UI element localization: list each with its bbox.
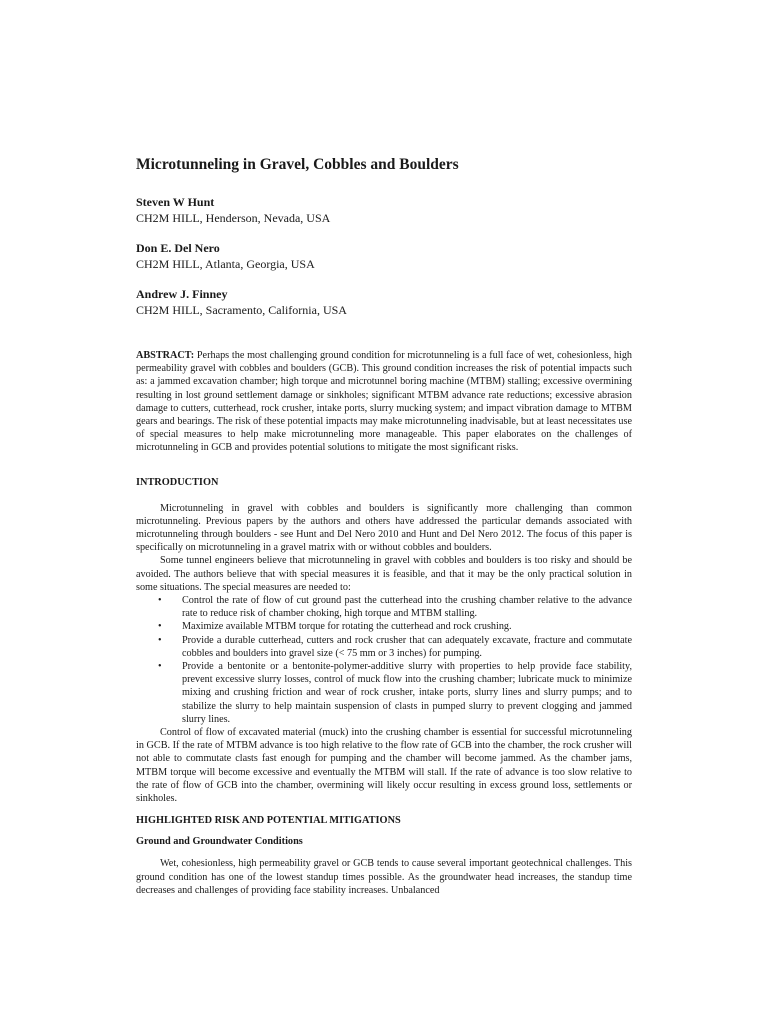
bullet-list <box>136 594 632 726</box>
body-paragraph: Control of flow of excavated material (muck) into the crushing chamber is essential for successful microtunneling in GCB. If the rate of MTBM advance is too high relative to the flow rate of GCB into the chamber, the rock crusher will not able to commutate clasts fast enough for pumping and the chamber will become jammed. As the chamber jams, MTBM torque will become excessive and eventually the MTBM will stall. If the rate of advance is too slow relative to the rate of flow of GCB into the chamber, overmining will likely occur resulting in excess ground loss, settlements or sinkholes. <box>136 727 632 805</box>
bullet-dot-icon: • <box>158 595 162 607</box>
bullet-dot-icon: • <box>158 621 162 633</box>
author-block <box>136 194 632 227</box>
bullet-text: Provide a durable cutterhead, cutters and rock crusher that can adequately excavate, fracture and commutate cobbles and boulders into gravel size (< 75 mm or 3 inches) for pumping. <box>182 634 632 659</box>
author-affiliation: CH2M HILL, Sacramento, California, USA <box>136 303 347 317</box>
author-block <box>136 240 632 273</box>
body-paragraph: Some tunnel engineers believe that microtunneling in gravel with cobbles and boulders is too risky and should be avoided. The authors believe that with special measures it is feasible, and that it may be the only practical solution in some situations. The special measures are needed to: <box>136 555 632 593</box>
section-heading-risk: HIGHLIGHTED RISK AND POTENTIAL MITIGATIONS <box>136 815 401 827</box>
subsection-heading-ground: Ground and Groundwater Conditions <box>136 836 303 848</box>
author-block <box>136 286 632 319</box>
body-paragraph: Microtunneling in gravel with cobbles and boulders is significantly more challenging than common microtunneling. Previous papers by the authors and others have addressed the particular demands associated with microtunneling through boulders - see Hunt and Del Nero 2010 and Hunt and Del Nero 2012. The focus of this paper is specifically on microtunneling in a gravel matrix with or without cobbles and boulders. <box>136 502 632 554</box>
author-affiliation: CH2M HILL, Atlanta, Georgia, USA <box>136 257 315 271</box>
abstract <box>136 349 632 455</box>
body-paragraph: Wet, cohesionless, high permeability gravel or GCB tends to cause several important geotechnical challenges. This ground condition has one of the lowest standup times possible. As the groundwater head increases, the standup time decreases and challenges of providing face stability increases. Unbalanced <box>136 858 632 896</box>
paper-title: Microtunneling in Gravel, Cobbles and Boulders <box>136 156 459 173</box>
author-name: Andrew J. Finney <box>136 287 228 301</box>
bullet-dot-icon: • <box>158 661 162 673</box>
bullet-item <box>138 634 632 660</box>
bullet-item <box>138 594 632 620</box>
abstract-text: Perhaps the most challenging ground condition for microtunneling is a full face of wet, cohesionless, high permeability gravel with cobbles and boulders (GCB). This ground condition increases the risk of potential impacts such as: a jammed excavation chamber; high torque and microtunnel boring machine (MTBM) stalling; excessive overmining resulting in lost ground settlement damage or sinkholes; significant MTBM advance rate reductions; excessive abrasion damage to cutters, cutterhead, rock crusher, intake ports, slurry mucking system; and impact vibration damage to MTBM gears and bearings. The risk of these potential impacts may make microtunneling inadvisable, but at least necessitates use of special measures to help make microtunneling more manageable. This paper elaborates on the challenges of microtunneling in GCB and provides potential solutions to mitigate the most significant risks. <box>136 350 633 454</box>
bullet-item <box>138 660 632 726</box>
bullet-text: Maximize available MTBM torque for rotating the cutterhead and rock crushing. <box>182 621 512 633</box>
bullet-item <box>138 620 632 633</box>
author-name: Don E. Del Nero <box>136 241 220 255</box>
bullet-dot-icon: • <box>158 634 162 646</box>
section-heading-introduction: INTRODUCTION <box>136 476 219 488</box>
author-name: Steven W Hunt <box>136 195 215 209</box>
abstract-label: ABSTRACT: <box>136 350 195 361</box>
bullet-text: Provide a bentonite or a bentonite-polymer-additive slurry with properties to help provide face stability, prevent excessive slurry losses, control of muck flow into the crushing chamber; lubricate muck to minimize mixing and crushing friction and wear of rock crusher, intake ports, slurry lines and slurry pumps; and to stabilize the slurry to help maintain suspension of clasts in pumped slurry to prevent clogging and jammed slurry lines. <box>182 661 632 725</box>
author-affiliation: CH2M HILL, Henderson, Nevada, USA <box>136 211 331 225</box>
bullet-text: Control the rate of flow of cut ground past the cutterhead into the crushing chamber relative to the advance rate to reduce risk of chamber choking, high torque and MTBM stalling. <box>182 595 632 620</box>
